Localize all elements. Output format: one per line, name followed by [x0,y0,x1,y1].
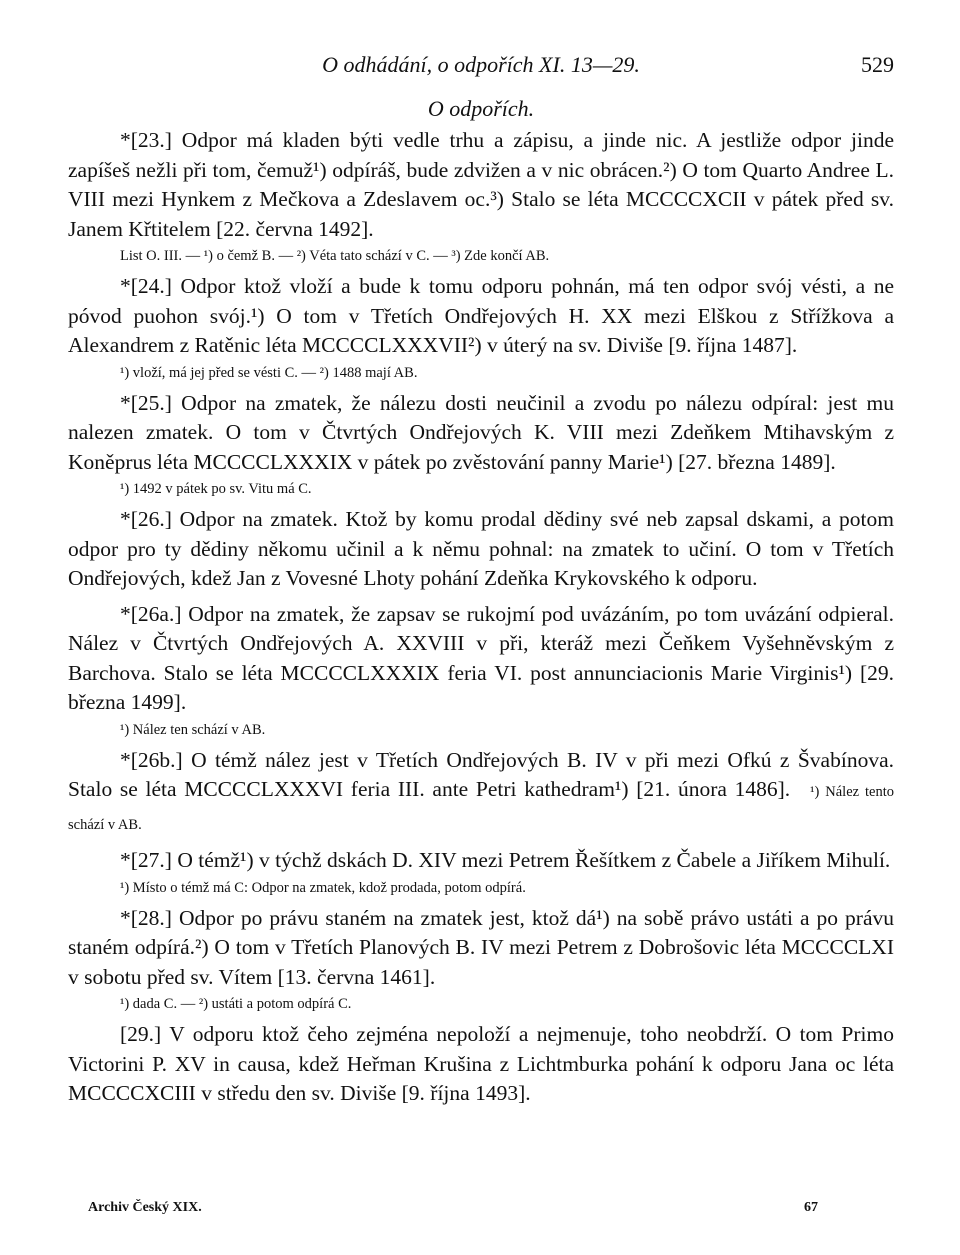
running-title: O odhádání, o odpořích XI. 13—29. [322,52,640,77]
footnote: ¹) Nález ten schází v AB. [120,721,266,738]
paragraph: *[27.] O témž¹) v týchž dskách D. XIV mezi Petrem Řešítkem z Čabele a Jiříkem Mihulí. [120,848,891,872]
footnote: ¹) dada C. — ²) ustáti a potom odpírá C. [120,996,352,1012]
page-header [68,52,894,86]
footnote: ¹) 1492 v pátek po sv. Vitu má C. [120,481,312,497]
entry-29 [68,1020,894,1109]
paragraph-with-note [68,746,894,841]
signature-left: Archiv Český XIX. [88,1200,202,1215]
entry-24 [68,272,894,383]
paragraph: *[25.] Odpor na zmatek, že nálezu dosti neučinil a zvodu po nálezu odpíral: jest mu nalezen zmatek. O tom v Čtvrtých Ondřejových K. VIII mezi Zdeňkem Mtihavským z Koněprus léta MCCCCLXXXIX v pátek po zvěstování panny Marie¹) [27. března 1489]. [68,390,894,474]
footnote: ¹) vloží, má jej před se vésti C. — ²) 1488 mají AB. [120,364,418,381]
inline-footnote: ¹) Nález tento schází v AB. [68,784,894,833]
footnote: ¹) Místo o témž má C: Odpor na zmatek, kdož prodada, potom odpírá. [120,879,526,896]
entry-26 [68,505,894,594]
paragraph: [29.] V odporu ktož čeho zejména nepoloží a nejmenuje, toho neobdrží. O tom Primo Victorini P. XV in causa, kdež Heřman Krušina z Lichtmburka pohání k odporu Jana oc léta MCCCCXCIII v středu den sv. Diviše [9. října 1493]. [68,1022,894,1105]
entry-25 [68,389,894,500]
page [68,52,894,1109]
section-title: O odpořích. [427,96,535,121]
signature-right: 67 [804,1200,818,1215]
page-number: 529 [861,52,894,77]
entry-27 [68,846,894,898]
entry-23 [68,126,894,266]
paragraph: *[28.] Odpor po právu staném na zmatek jest, ktož dá¹) na sobě právo ustáti a po právu staném odpírá.²) O tom v Třetích Planových B. IV mezi Petrem z Dobrošovic léta MCCCCLXI v sobotu před sv. Vítem [13. června 1461]. [68,905,894,989]
paragraph: *[26b.] O témž nález jest v Třetích Ondřejových B. IV v při mezi Ofkú z Švabínova. Stalo se léta MCCCCLXXXVI feria III. ante Petri kathedram¹) [21. února 1486]. [68,747,894,801]
entry-28 [68,904,894,1015]
entry-26a [68,600,894,740]
footnote: List O. III. — ¹) o čemž B. — ²) Véta tato schází v C. — ³) Zde končí AB. [120,248,550,264]
paragraph: *[23.] Odpor má kladen býti vedle trhu a zápisu, a jinde nic. A jestliže odpor jinde zapíšeš nežli při tom, čemuž¹) odpíráš, bude zdvižen a v nic obrácen.²) O tom Quarto Andree L. VIII mezi Hynkem z Mečkova a Zdeslavem oc.³) Stalo se léta MCCCCXCII v pátek před sv. Janem Křtitelem [22. června 1492]. [68,128,894,241]
paragraph: *[24.] Odpor ktož vloží a bude k tomu odporu pohnán, má ten odpor svój vésti, a ne póvod puohon svój.¹) O tom v Třetích Ondřejových H. XX mezi Elškou z Střížkova a Alexandrem z Ratěnic léta MCCCCLXXXVII²) v úterý na sv. Diviše [9. října 1487]. [68,274,894,357]
paragraph: *[26.] Odpor na zmatek. Ktož by komu prodal dědiny své neb zapsal dskami, a potom odpor pro ty dědiny někomu učinil a k němu pohnal: na zmatek to učiní. O tom v Třetích Ondřejových, kdež Jan z Vovesné Lhoty pohání Zdeňka Krykovského k odporu. [68,507,894,590]
paragraph: *[26a.] Odpor na zmatek, že zapsav se rukojmí pod uvázáním, po tom uvázání odpieral. Nález v Čtvrtých Ondřejových A. XXVIII v při, kteráž mezi Čeňkem Vyšehněvským z Barchova. Stalo se léta MCCCCLXXXIX feria VI. post annunciacionis Marie Virginis¹) [29. března 1499]. [68,601,894,714]
entry-26b [68,746,894,841]
